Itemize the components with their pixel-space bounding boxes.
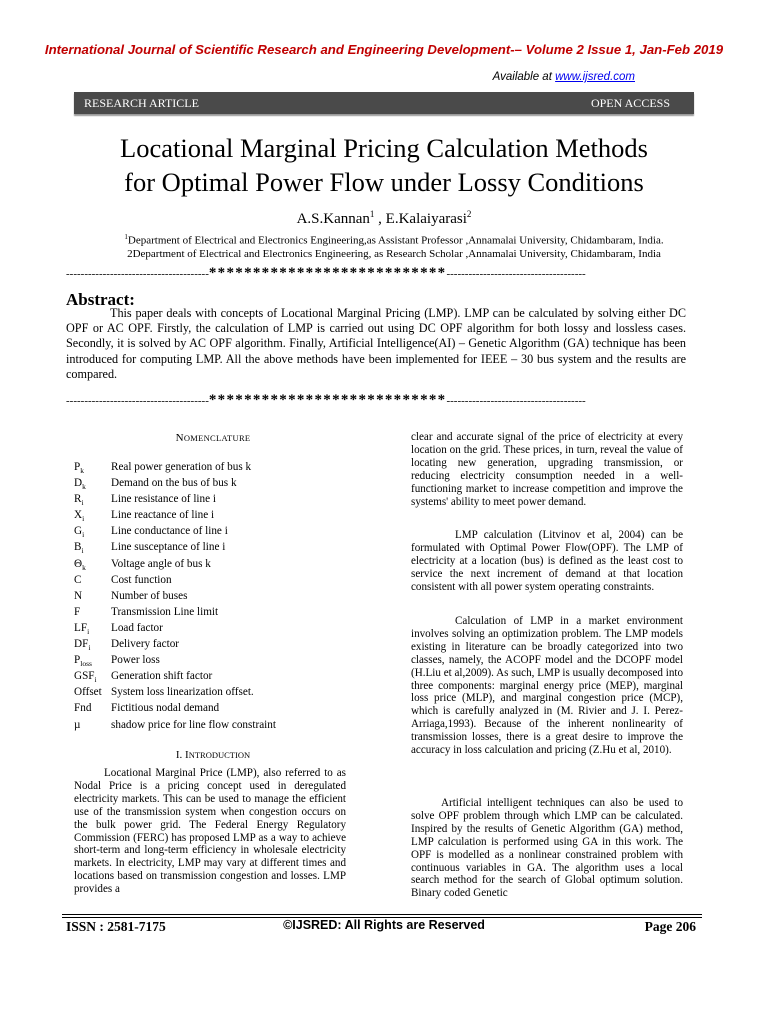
nomenclature-symbol-subscript: i xyxy=(88,643,91,653)
paper-title-line-1: Locational Marginal Pricing Calculation Methods xyxy=(120,133,648,163)
nomenclature-symbol-base: C xyxy=(74,573,82,586)
nomenclature-list xyxy=(74,459,374,733)
open-access-label: OPEN ACCESS xyxy=(590,96,670,110)
intro-paragraph-1-continued-text: clear and accurate signal of the price of electricity at every location on the grid. These prices, in turn, reveal the value of locating new generation, upgrading transmission, or reducing electricity consumption needed in a well-functioning market to increase competition and improve the systems' ability to meet power demand. xyxy=(411,431,683,508)
nomenclature-row xyxy=(74,572,374,588)
nomenclature-symbol-subscript: i xyxy=(81,546,84,556)
nomenclature-symbol-base: F xyxy=(74,605,81,618)
nomenclature-symbol-subscript: i xyxy=(82,530,85,540)
nomenclature-definition: Demand on the bus of bus k xyxy=(111,477,237,490)
nomenclature-definition: Transmission Line limit xyxy=(111,605,219,618)
intro-paragraph-1-continued xyxy=(411,431,683,508)
nomenclature-row xyxy=(74,700,374,716)
nomenclature-symbol xyxy=(74,604,80,620)
nomenclature-symbol-base: LF xyxy=(74,621,88,634)
introduction-heading-initial: I xyxy=(185,749,189,761)
nomenclature-definition: Delivery factor xyxy=(111,638,180,651)
nomenclature-symbol-base: R xyxy=(74,493,82,506)
nomenclature-symbol xyxy=(74,700,91,716)
separator-dashes-right: -------------------------------------- xyxy=(446,268,586,280)
intro-paragraph-4 xyxy=(411,797,683,900)
nomenclature-symbol-base: B xyxy=(74,541,82,554)
nomenclature-symbol-subscript: k xyxy=(82,482,86,492)
nomenclature-symbol-base: µ xyxy=(74,718,81,731)
nomenclature-symbol xyxy=(74,588,82,604)
nomenclature-row xyxy=(74,539,374,555)
nomenclature-symbol xyxy=(74,684,102,700)
affiliation-1-text: Department of Electrical and Electronics Engineering,as Assistant Professor ,Annamalai University, Chidambaram, India. xyxy=(127,234,664,247)
nomenclature-symbol xyxy=(74,717,80,733)
paper-title xyxy=(60,131,708,199)
nomenclature-row xyxy=(74,491,374,507)
separator-dashes-right: -------------------------------------- xyxy=(446,395,586,407)
nomenclature-symbol-subscript: loss xyxy=(80,659,92,669)
abstract-body xyxy=(66,306,686,382)
nomenclature-symbol-base: Θ xyxy=(74,557,83,570)
nomenclature-definition: Line susceptance of line i xyxy=(111,541,226,554)
footer-page-number: Page 206 xyxy=(644,919,696,934)
nomenclature-row xyxy=(74,459,374,475)
authors xyxy=(0,209,768,228)
abstract-heading-text: Abstract xyxy=(66,290,130,309)
nomenclature-symbol-subscript: k xyxy=(80,466,84,476)
nomenclature-row xyxy=(74,604,374,620)
nomenclature-symbol-subscript: i xyxy=(87,627,90,637)
author-1: A.S.Kannan xyxy=(296,211,370,227)
nomenclature-row xyxy=(74,636,374,652)
nomenclature-row xyxy=(74,620,374,636)
nomenclature-symbol-base: N xyxy=(74,589,83,602)
intro-paragraph-1: Locational Marginal Price (LMP), also referred to as Nodal Price is a pricing concept used in deregulated electricity markets. This can be used to manage the efficient use of the transmission system when congestion occurs on the bulk power grid. The Federal Energy Regulatory Commission (FERC) has proposed LMP as a way to achieve short-term and long-term efficiency in wholesale electricity markets. In electricity, LMP may vary at different times and locations based on transmission congestion and losses. LMP provides a xyxy=(74,767,346,896)
nomenclature-definition: Line resistance of line i xyxy=(111,493,216,506)
nomenclature-definition: Cost function xyxy=(111,573,172,586)
nomenclature-definition: Fictitious nodal demand xyxy=(111,702,220,715)
author-separator: , xyxy=(374,211,386,227)
author-2-affiliation-mark: 2 xyxy=(466,209,472,219)
article-banner xyxy=(74,92,694,114)
nomenclature-row xyxy=(74,523,374,539)
nomenclature-definition: Line reactance of line i xyxy=(111,509,215,522)
nomenclature-symbol-base: Offset xyxy=(74,686,102,699)
nomenclature-row xyxy=(74,668,374,684)
availability-line xyxy=(493,71,635,83)
footer-issn: ISSN : 2581-7175 xyxy=(66,919,166,934)
intro-paragraph-4-text: Artificial intelligent techniques can also be used to solve OPF problem through which LMP can be calculated. Inspired by the results of Genetic Algorithm (GA) method, LMP calculation is performed using GA in this work. The OPF is modelled as a nonlinear constrained problem with continuous variables in GA. The algorithm uses a local search method for the search of Global optimum solution. Binary coded Genetic xyxy=(411,797,683,900)
nomenclature-row xyxy=(74,588,374,604)
introduction-column-left xyxy=(74,767,346,896)
abstract-paragraph: This paper deals with concepts of Locational Marginal Pricing (LMP). LMP can be calculated by solving either DC OPF or AC OPF. Firstly, the calculation of LMP is carried out using DC OPF algorithm for both lossy and lossless cases. Secondly, it is solved by AC OPF algorithm. Finally, Artificial Intelligence(AI) – Genetic Algorithm (GA) technique has been introduced for computing LMP. All the above methods have been implemented for IEEE – 30 bus system and the results are compared. xyxy=(66,306,686,381)
nomenclature-definition: Voltage angle of bus k xyxy=(111,557,211,570)
nomenclature-symbol-base: X xyxy=(74,509,83,522)
author-1-affiliation-mark: 1 xyxy=(369,209,375,219)
nomenclature-row xyxy=(74,684,374,700)
available-prefix: Available at xyxy=(492,71,556,83)
nomenclature-row xyxy=(74,652,374,668)
intro-paragraph-2 xyxy=(411,529,683,594)
footer-rule xyxy=(62,914,702,915)
nomenclature-row xyxy=(74,475,374,491)
abstract-heading-colon: : xyxy=(129,290,135,309)
affiliation-2: 2Department of Electrical and Electronics Engineering, as Research Scholar ,Annamalai University, Chidambaram, India xyxy=(127,248,661,260)
separator-top xyxy=(66,266,702,281)
nomenclature-row xyxy=(74,556,374,572)
separator-dashes-left: --------------------------------------- xyxy=(66,395,209,407)
nomenclature-symbol-subscript: i xyxy=(81,498,84,508)
article-type-label: RESEARCH ARTICLE xyxy=(84,96,199,110)
nomenclature-symbol-subscript: k xyxy=(82,562,86,572)
nomenclature-symbol xyxy=(74,572,81,588)
paper-title-line-2: for Optimal Power Flow under Lossy Conditions xyxy=(124,167,644,197)
nomenclature-definition: shadow price for line flow constraint xyxy=(111,718,276,731)
nomenclature-symbol-base: G xyxy=(74,525,83,538)
affiliation-1-mark: 1 xyxy=(124,233,128,241)
nomenclature-definition: Real power generation of bus k xyxy=(111,461,252,473)
nomenclature-symbol-base: Fnd xyxy=(74,702,92,715)
journal-website-link[interactable]: www.ijsred.com xyxy=(555,71,635,83)
nomenclature-definition: Power loss xyxy=(111,654,160,667)
introduction-heading xyxy=(74,749,352,761)
nomenclature-heading-smallcaps: OMENCLATURE xyxy=(183,433,251,443)
nomenclature-symbol-base: P xyxy=(74,654,81,667)
intro-paragraph-3 xyxy=(411,615,683,757)
introduction-heading-number: I. xyxy=(175,749,186,761)
separator-stars: *************************** xyxy=(208,266,447,281)
intro-paragraph-2-text: LMP calculation (Litvinov et al, 2004) can be formulated with Optimal Power Flow(OPF). The LMP of electricity at a location (bus) is defined as the least cost to service the next increment of demand at that location consistent with all power system operating constraints. xyxy=(411,529,683,593)
nomenclature-symbol-subscript: i xyxy=(94,675,97,685)
nomenclature-definition: Generation shift factor xyxy=(111,670,213,683)
nomenclature-symbol-base: D xyxy=(74,477,83,490)
nomenclature-definition: Load factor xyxy=(111,621,163,634)
nomenclature-heading-initial: N xyxy=(175,432,184,444)
nomenclature-symbol-base: DF xyxy=(74,638,89,651)
nomenclature-row xyxy=(74,717,374,733)
nomenclature-definition: System loss linearization offset. xyxy=(111,686,254,699)
separator-stars: *************************** xyxy=(208,393,447,408)
author-2: E.Kalaiyarasi xyxy=(385,211,467,227)
journal-title: International Journal of Scientific Research and Engineering Development-– Volume 2 Issue 1, Jan-Feb 2019 xyxy=(44,42,724,57)
separator-bottom xyxy=(66,393,702,408)
nomenclature-definition: Number of buses xyxy=(111,589,188,602)
nomenclature-definition: Line conductance of line i xyxy=(111,525,228,538)
nomenclature-heading xyxy=(74,432,352,444)
intro-paragraph-3-text: Calculation of LMP in a market environment involves solving an optimization problem. The LMP models existing in literature can be broadly categorized into two classes, namely, the ACOPF model and the DCOPF model (H.Liu et al,2009). As such, LMP is usually decomposed into three components: marginal energy price (MEP), marginal loss price (MLP), and marginal congestion price (MCP), which is carefully analyzed in (M. Rivier and J. I. Perez-Arriaga,1993). Because of the inherent nonlinearity of transmission losses, there is a great desire to improve the accuracy in loss calculation and pricing (Z.Hu et al, 2010). xyxy=(411,615,683,757)
separator-dashes-left: --------------------------------------- xyxy=(66,268,209,280)
nomenclature-symbol-subscript: i xyxy=(82,514,85,524)
nomenclature-symbol-base: P xyxy=(74,461,81,473)
nomenclature-symbol-base: GSF xyxy=(74,670,95,683)
affiliation-1 xyxy=(74,233,714,247)
introduction-heading-smallcaps: NTRODUCTION xyxy=(188,750,251,760)
footer-copyright: ©IJSRED: All Rights are Reserved xyxy=(283,918,485,932)
nomenclature-row xyxy=(74,507,374,523)
